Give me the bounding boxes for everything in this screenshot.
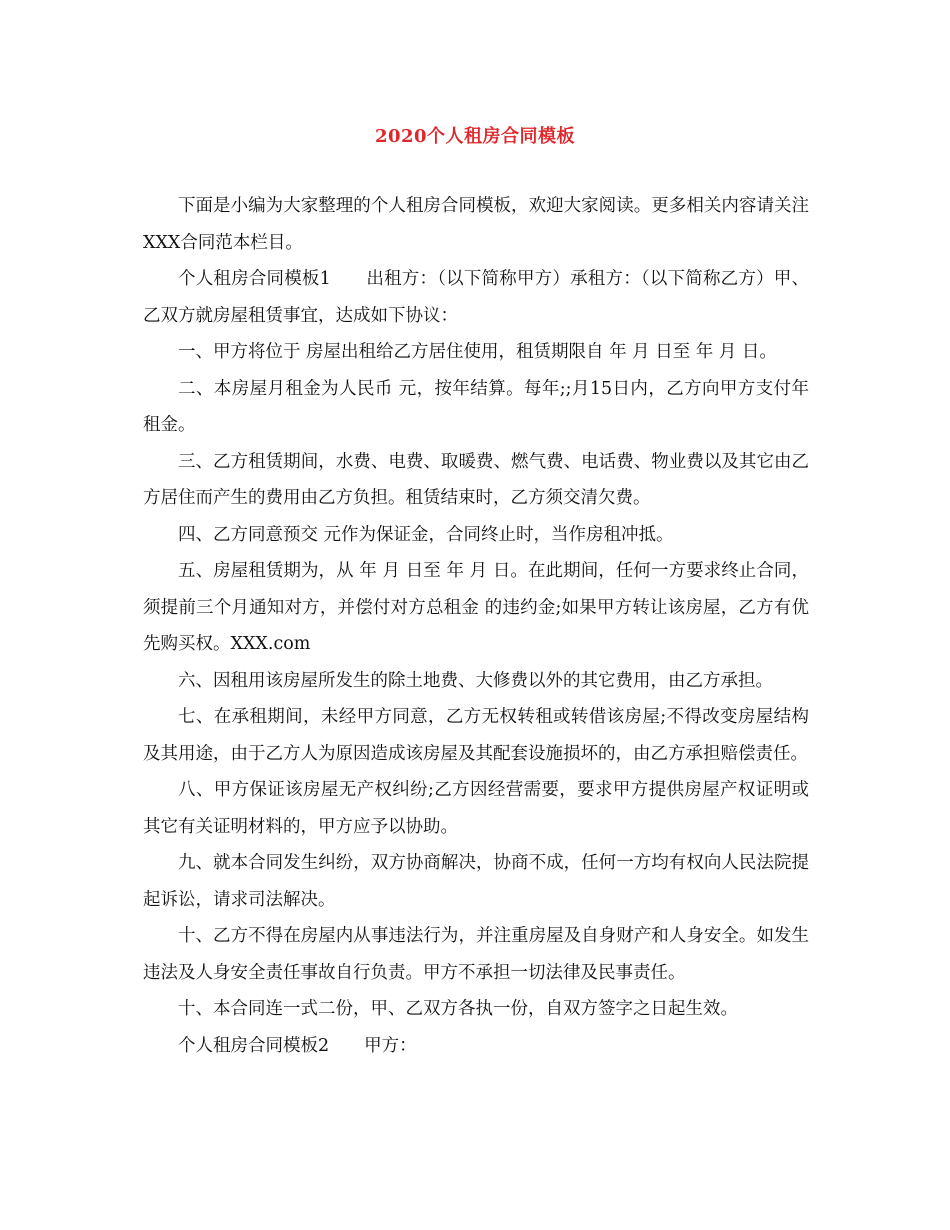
paragraph-clause-6: 六、因租用该房屋所发生的除土地费、大修费以外的其它费用，由乙方承担。	[178, 670, 773, 691]
paragraph-clause-2: 二、本房屋月租金为人民币 元，按年结算。每年;;月15日内，乙方向甲方支付年租金。	[143, 378, 809, 435]
document-body	[143, 188, 809, 1064]
paragraph-clause-1: 一、甲方将位于 房屋出租给乙方居住使用，租赁期限自 年 月 日至 年 月 日。	[178, 342, 777, 362]
paragraph-clause-8: 八、甲方保证该房屋无产权纠纷;乙方因经营需要，要求甲方提供房屋产权证明或其它有关证明材料的，甲方应予以协助。	[143, 780, 809, 837]
paragraph-clause-5: 五、房屋租赁期为，从 年 月 日至 年 月 日。在此期间，任何一方要求终止合同，须提前三个月通知对方，并偿付对方总租金 的违约金;如果甲方转让该房屋，乙方有优先购买权。XXX.com	[143, 561, 809, 654]
paragraph-clause-10b: 十、本合同连一式二份，甲、乙双方各执一份，自双方签字之日起生效。	[178, 999, 738, 1019]
paragraph-clause-7: 七、在承租期间，未经甲方同意，乙方无权转租或转借该房屋;不得改变房屋结构及其用途，由于乙方人为原因造成该房屋及其配套设施损坏的，由乙方承担赔偿责任。	[143, 707, 809, 764]
paragraph-clause-3: 三、乙方租赁期间，水费、电费、取暖费、燃气费、电话费、物业费以及其它由乙方居住而产生的费用由乙方负担。租赁结束时，乙方须交清欠费。	[143, 451, 809, 508]
paragraph-intro: 下面是小编为大家整理的个人租房合同模板，欢迎大家阅读。更多相关内容请关注XXX合同范本栏目。	[143, 196, 809, 253]
paragraph-clause-10: 十、乙方不得在房屋内从事违法行为，并注重房屋及自身财产和人身安全。如发生违法及人身安全责任事故自行负责。甲方不承担一切法律及民事责任。	[143, 926, 809, 983]
paragraph-template-2-heading: 个人租房合同模板2 甲方：	[178, 1035, 417, 1056]
paragraph-clause-4: 四、乙方同意预交 元作为保证金，合同终止时，当作房租冲抵。	[178, 524, 674, 545]
paragraph-clause-9: 九、就本合同发生纠纷，双方协商解决，协商不成，任何一方均有权向人民法院提起诉讼，请求司法解决。	[143, 853, 809, 910]
document-title: 2020个人租房合同模板	[374, 126, 576, 147]
paragraph-template-1-heading: 个人租房合同模板1 出租方：（以下简称甲方）承租方：（以下简称乙方）甲、乙双方就房屋租赁事宜，达成如下协议：	[143, 269, 809, 326]
